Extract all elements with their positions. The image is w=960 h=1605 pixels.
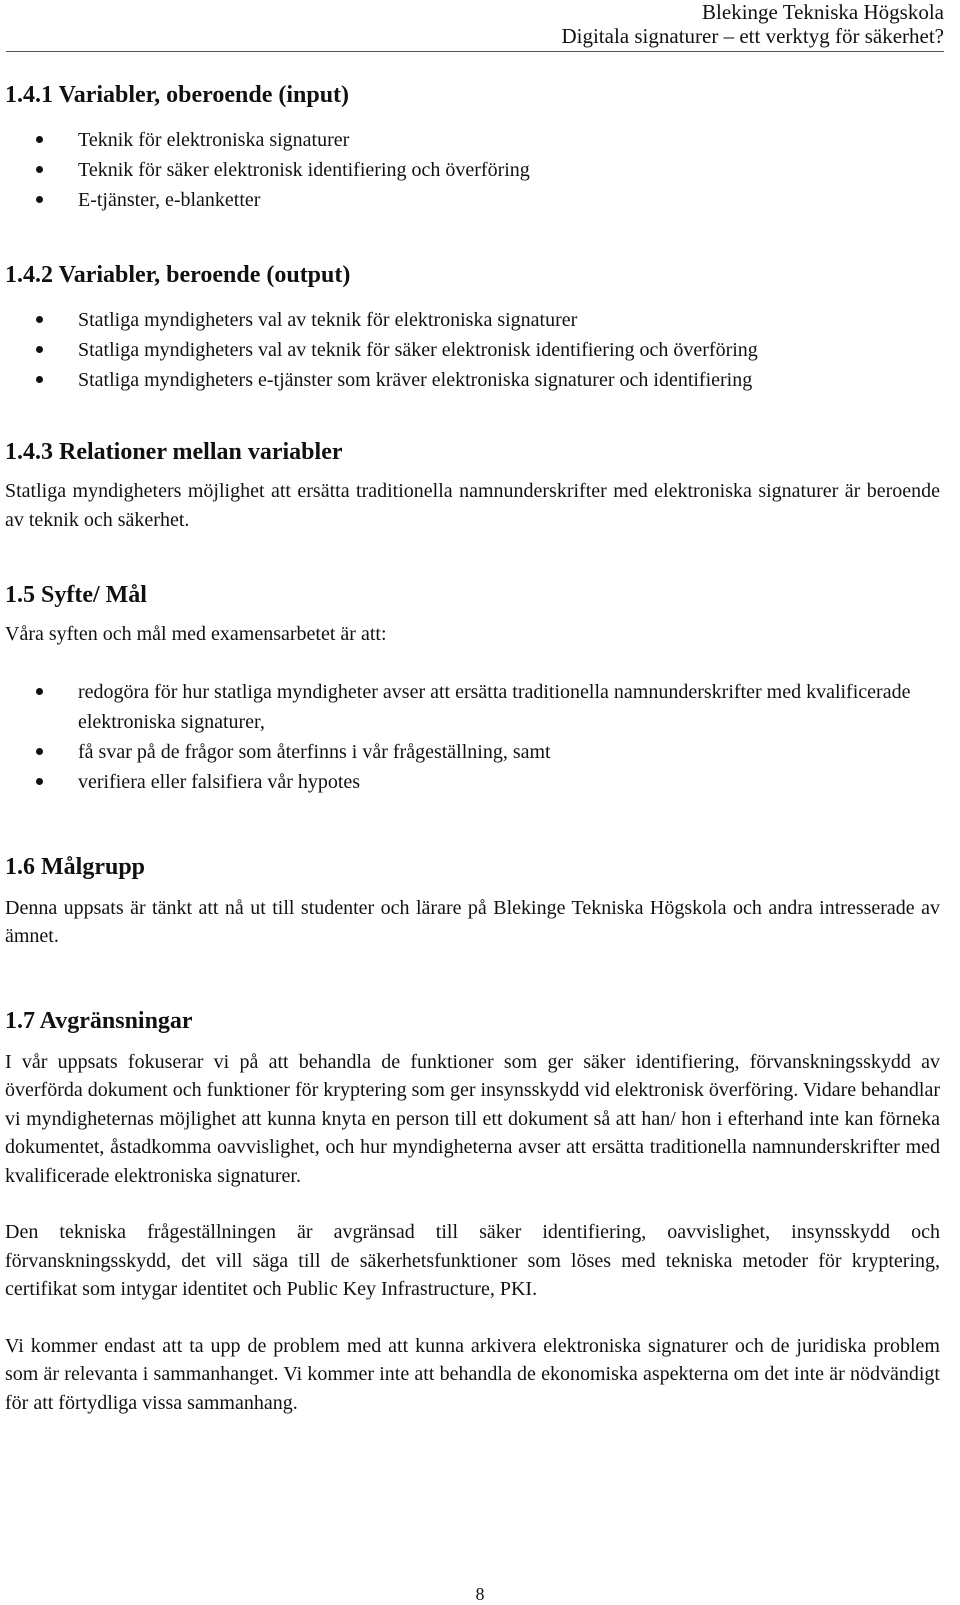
- section-heading-1-4-3: 1.4.3 Relationer mellan variabler: [5, 439, 343, 465]
- list-item: E-tjänster, e-blanketter: [5, 185, 940, 215]
- section-heading-1-5: 1.5 Syfte/ Mål: [5, 582, 147, 608]
- header-title: Digitala signaturer – ett verktyg för säkerhet?: [561, 24, 944, 48]
- bullet-icon: [36, 688, 43, 695]
- bullet-icon: [36, 346, 43, 353]
- bullet-icon: [36, 196, 43, 203]
- list-item: få svar på de frågor som återfinns i vår frågeställning, samt: [5, 737, 940, 767]
- header-divider: [6, 51, 944, 52]
- list-item: Teknik för elektroniska signaturer: [5, 125, 940, 155]
- bullet-icon: [36, 748, 43, 755]
- section-paragraph: Denna uppsats är tänkt att nå ut till studenter och lärare på Blekinge Tekniska Högskola och andra intresserade av ämnet.: [5, 896, 940, 947]
- page-content: [5, 80, 940, 1417]
- bullet-list-goals: [5, 677, 940, 797]
- list-item: redogöra för hur statliga myndigheter avser att ersätta traditionella namnunderskrifter med kvalificerade elektroniska signaturer,: [5, 677, 940, 737]
- section-heading-1-4-2: 1.4.2 Variabler, beroende (output): [5, 262, 351, 288]
- section-paragraph: Statliga myndigheters möjlighet att ersätta traditionella namnunderskrifter med elektroniska signaturer är beroende av teknik och säkerhet.: [5, 480, 940, 531]
- list-item: Statliga myndigheters val av teknik för elektroniska signaturer: [5, 305, 940, 335]
- page-number: 8: [475, 1584, 485, 1604]
- section-heading-1-4-1: 1.4.1 Variabler, oberoende (input): [5, 82, 350, 108]
- bullet-list-input: [5, 125, 940, 215]
- section-paragraph: Den tekniska frågeställningen är avgränsad till säker identifiering, oavvislighet, insynsskydd och förvanskningsskydd, det vill säga till de säkerhetsfunktioner som löses med tekniska metoder för kryptering, certifikat som intygar identitet och Public Key Infrastructure, PKI.: [5, 1221, 940, 1300]
- section-intro: Våra syften och mål med examensarbetet är att:: [5, 623, 387, 645]
- section-heading-1-7: 1.7 Avgränsningar: [5, 1007, 193, 1034]
- bullet-list-output: [5, 305, 940, 395]
- list-item: verifiera eller falsifiera vår hypotes: [5, 767, 940, 797]
- running-header: [14, 0, 944, 48]
- bullet-icon: [36, 316, 43, 323]
- header-institution: Blekinge Tekniska Högskola: [702, 0, 944, 24]
- bullet-icon: [36, 136, 43, 143]
- list-item: Teknik för säker elektronisk identifiering och överföring: [5, 155, 940, 185]
- bullet-icon: [36, 166, 43, 173]
- bullet-icon: [36, 778, 43, 785]
- section-paragraph: I vår uppsats fokuserar vi på att behandla de funktioner som ger säker identifiering, förvanskningsskydd av överförda dokument och funktioner för kryptering som ger insynsskydd vid elektronisk överföring. Vidare behandlar vi myndigheternas möjlighet att kunna knyta en person till ett dokument så att han/ hon i efterhand inte kan förneka dokumentet, åstadkomma oavvislighet, och hur myndigheterna avser att ersätta traditionella namnunderskrifter med kvalificerade elektroniska signaturer.: [5, 1050, 940, 1187]
- list-item: Statliga myndigheters e-tjänster som kräver elektroniska signaturer och identifiering: [5, 365, 940, 395]
- bullet-icon: [36, 376, 43, 383]
- list-item: Statliga myndigheters val av teknik för säker elektronisk identifiering och överföring: [5, 335, 940, 365]
- section-paragraph: Vi kommer endast att ta upp de problem med att kunna arkivera elektroniska signaturer och de juridiska problem som är relevanta i sammanhanget. Vi kommer inte att behandla de ekonomiska aspekterna om det inte är nödvändigt för att förtydliga vissa sammanhang.: [5, 1334, 940, 1414]
- section-heading-1-6: 1.6 Målgrupp: [5, 853, 146, 880]
